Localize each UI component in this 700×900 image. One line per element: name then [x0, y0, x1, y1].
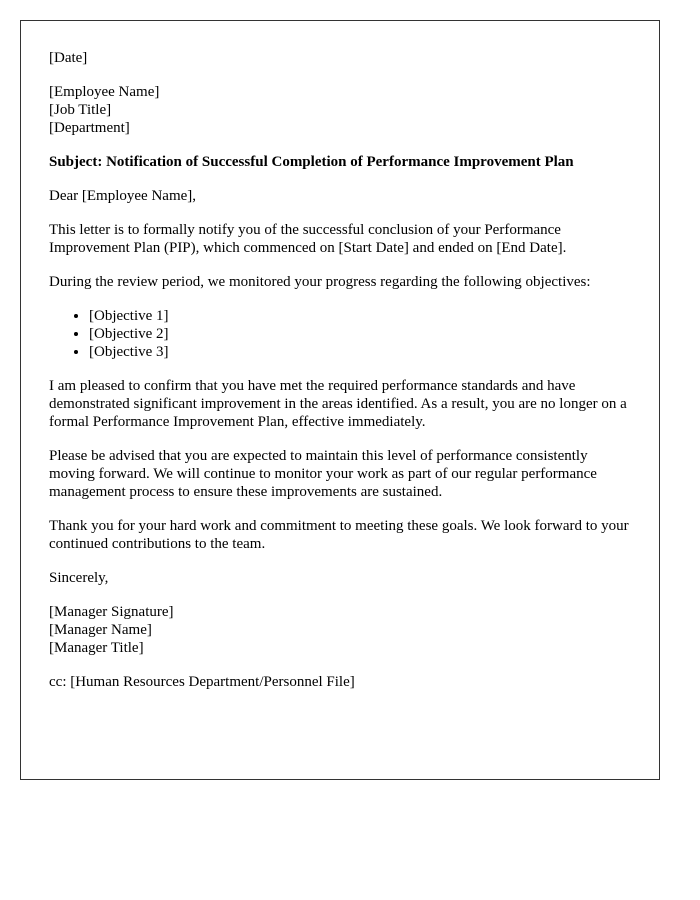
manager-signature: [Manager Signature]: [49, 604, 174, 620]
recipient-job-title: [Job Title]: [49, 102, 112, 118]
letter-subject: Subject: Notification of Successful Completion of Performance Improvement Plan: [49, 154, 574, 170]
paragraph-review: During the review period, we monitored your progress regarding the following objectives:: [49, 274, 591, 290]
recipient-block: [49, 83, 631, 137]
objective-item: • [Objective 2]: [89, 325, 631, 343]
objectives-list: [49, 307, 631, 361]
objective-item: • [Objective 3]: [89, 343, 631, 361]
manager-name: [Manager Name]: [49, 622, 152, 638]
signature-block: [49, 603, 631, 657]
objective-item: • [Objective 1]: [89, 307, 631, 325]
paragraph-advise: Please be advised that you are expected to maintain this level of performance consistently moving forward. We will continue to monitor your work as part of our regular performance management process to ensure these improvements are sustained.: [49, 448, 597, 500]
salutation: Dear [Employee Name],: [49, 188, 197, 204]
letter-date: [Date]: [49, 50, 88, 66]
paragraph-intro: This letter is to formally notify you of the successful conclusion of your Performance Improvement Plan (PIP), which commenced on [Start Date] and ended on [End Date].: [49, 222, 567, 256]
paragraph-thanks: Thank you for your hard work and commitment to meeting these goals. We look forward to your continued contributions to the team.: [49, 518, 629, 552]
recipient-department: [Department]: [49, 120, 130, 136]
recipient-name: [Employee Name]: [49, 84, 160, 100]
manager-title: [Manager Title]: [49, 640, 144, 656]
cc-line: cc: [Human Resources Department/Personnel File]: [49, 674, 355, 690]
letter-page: [20, 20, 660, 780]
paragraph-confirm: I am pleased to confirm that you have met the required performance standards and have demonstrated significant improvement in the areas identified. As a result, you are no longer on a formal Performance Improvement Plan, effective immediately.: [49, 378, 627, 430]
closing: Sincerely,: [49, 570, 109, 586]
